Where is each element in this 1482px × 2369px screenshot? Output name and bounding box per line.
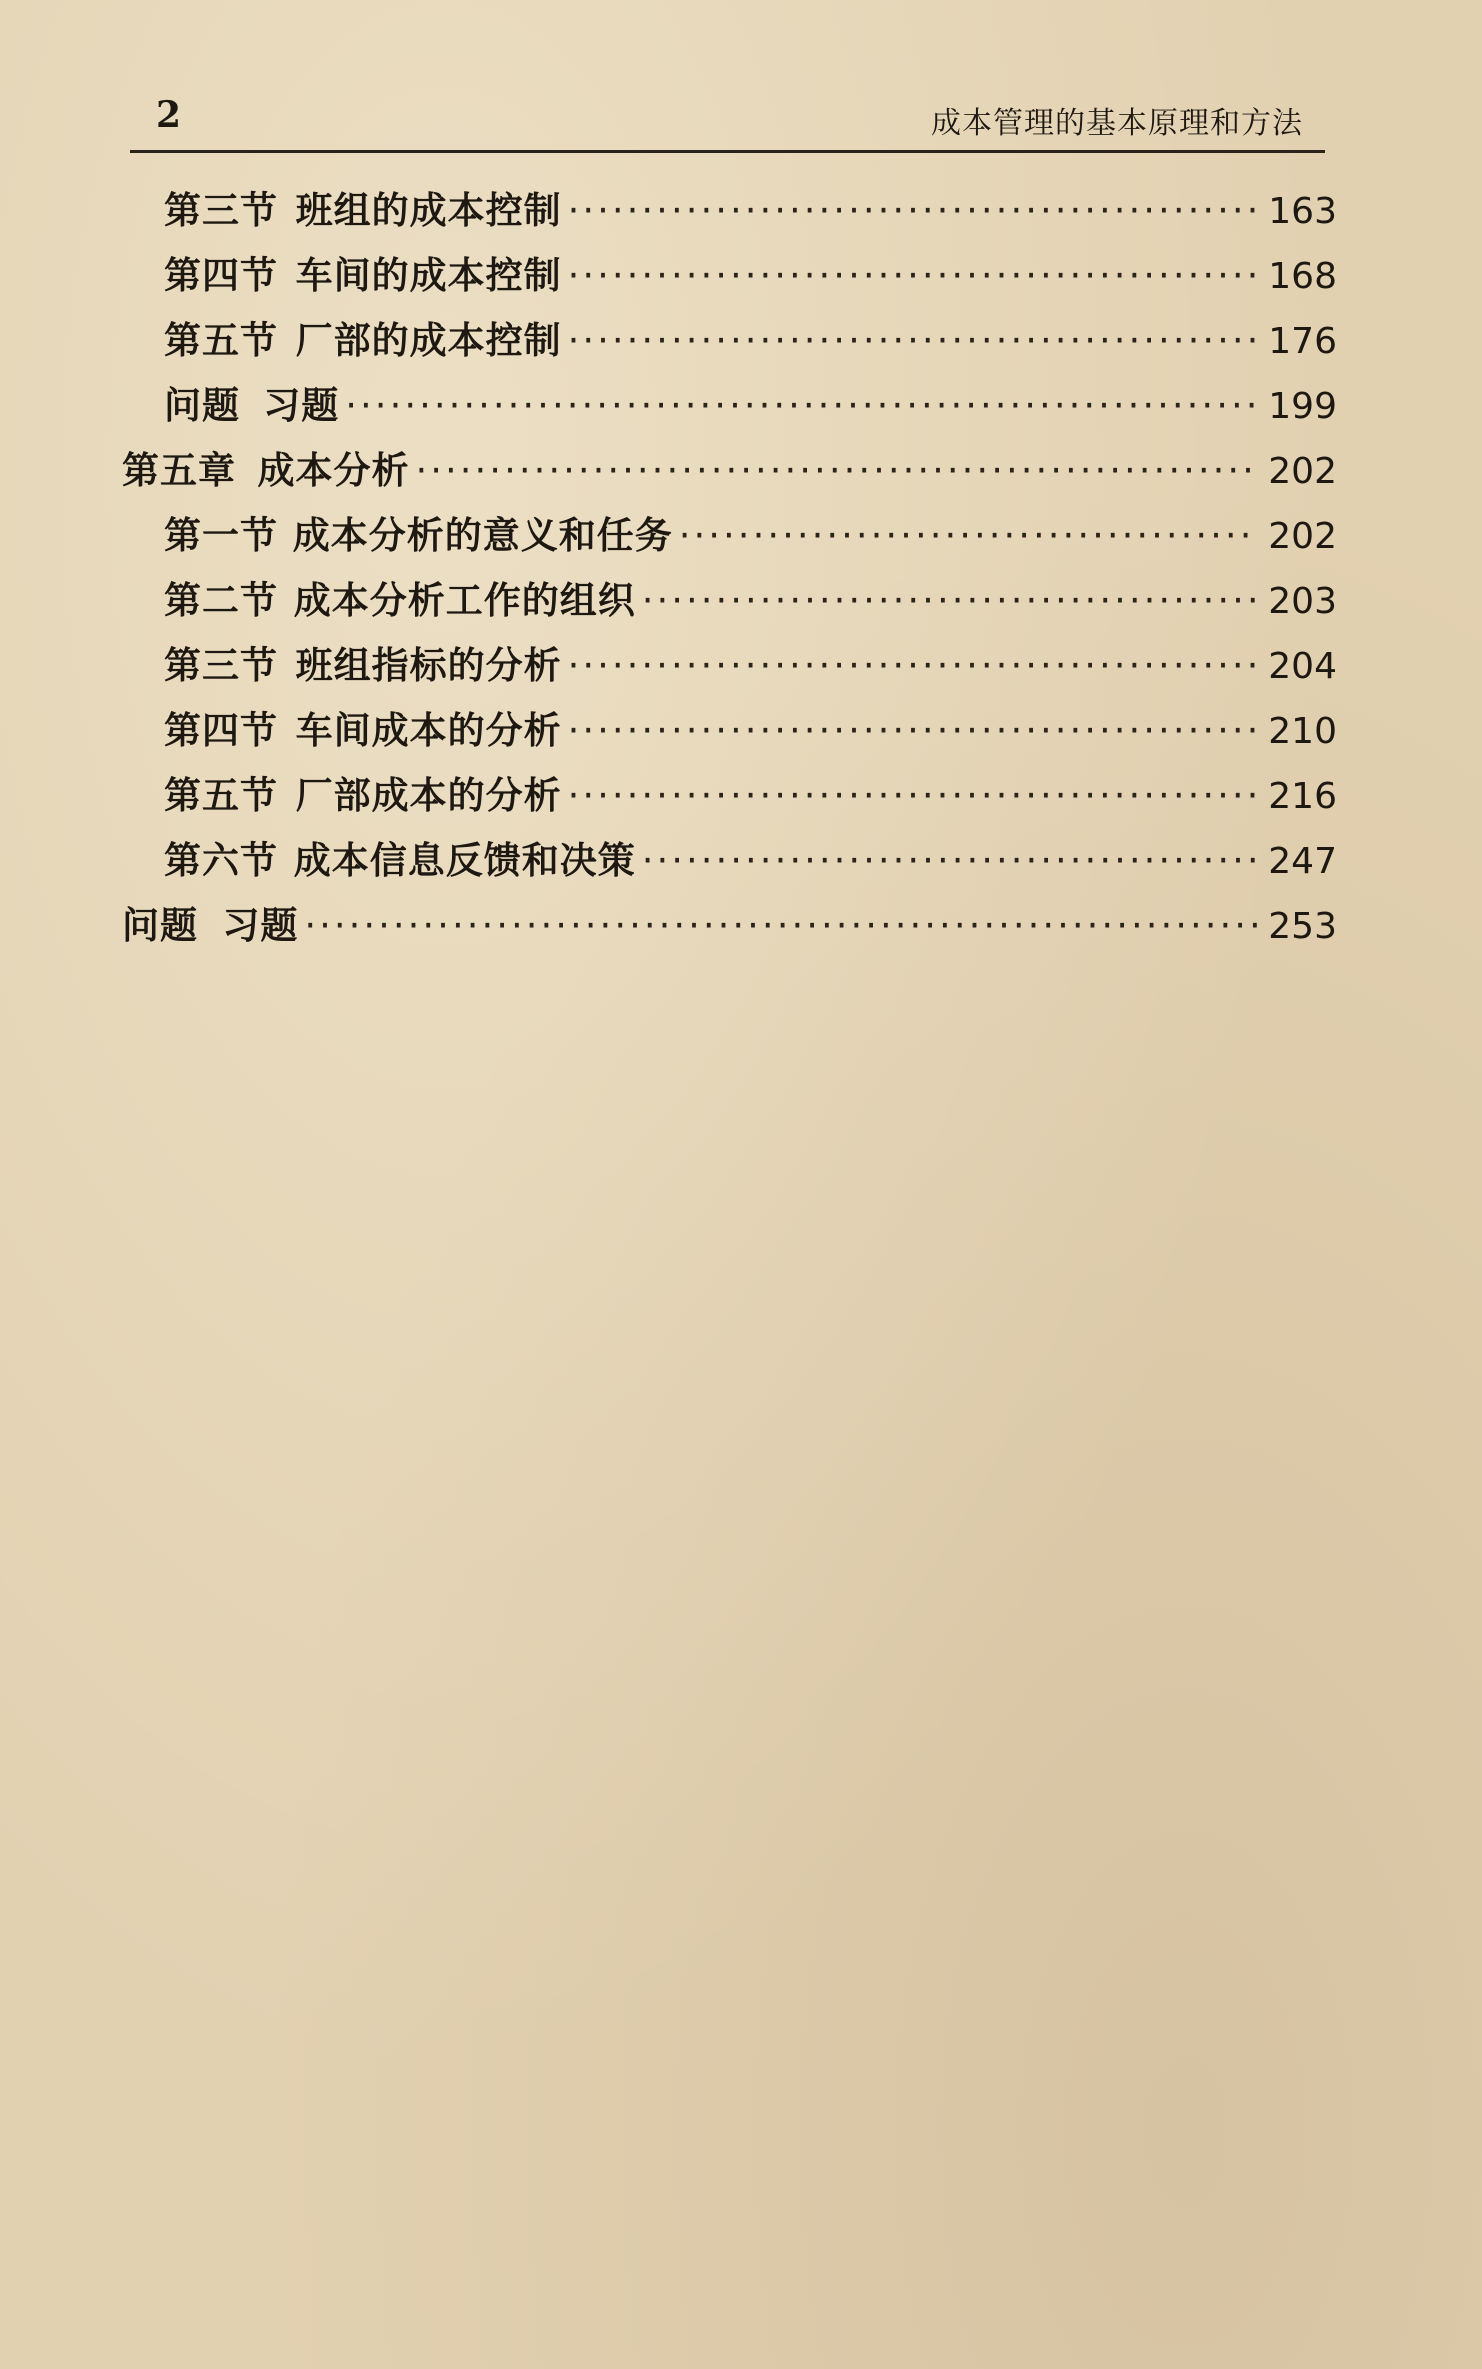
toc-entry (122, 440, 1337, 496)
toc-entry-title: 车间成本的分析 (295, 709, 562, 752)
toc-entry (164, 310, 1337, 366)
page-header (130, 88, 1325, 153)
toc-entry-label: 第二节 (164, 579, 278, 622)
toc-entry (164, 765, 1337, 821)
leader-dots (304, 904, 1257, 947)
toc-entry-page: 247 (1268, 841, 1337, 882)
toc-entry-label: 第五节 (164, 319, 278, 362)
page-number: 2 (156, 94, 182, 136)
toc-entry (122, 895, 1337, 951)
toc-entry-label: 第四节 (164, 254, 278, 297)
leader-dots (642, 579, 1257, 622)
toc-entry (164, 180, 1337, 236)
toc-entry-title: 厂部的成本控制 (295, 319, 562, 362)
toc-entry (164, 245, 1337, 301)
toc-entry-title: 成本分析工作的组织 (293, 579, 636, 622)
leader-dots (642, 839, 1257, 882)
toc-entry-page: 163 (1268, 191, 1337, 232)
toc-entry-title: 习题 (263, 384, 340, 427)
leader-dots (345, 384, 1257, 427)
leader-dots (568, 774, 1257, 817)
toc-entry (164, 375, 1337, 431)
toc-entry (164, 570, 1337, 626)
toc-entry (164, 635, 1337, 691)
toc-entry-title: 车间的成本控制 (295, 254, 562, 297)
toc-entry-label: 第五章 (122, 449, 236, 492)
toc-entry (164, 700, 1337, 756)
toc-entry-title: 习题 (222, 904, 299, 947)
toc-entry-title: 成本分析 (257, 449, 410, 492)
toc-entry-page: 253 (1268, 906, 1337, 947)
leader-dots (568, 709, 1257, 752)
toc-entry-page: 176 (1268, 321, 1337, 362)
leader-dots (416, 449, 1258, 492)
toc-entry (164, 505, 1337, 561)
toc-entry-page: 216 (1268, 776, 1337, 817)
toc-entry-title: 班组指标的分析 (295, 644, 562, 687)
toc-entry-title: 厂部成本的分析 (295, 774, 562, 817)
toc-entry-page: 203 (1268, 581, 1337, 622)
toc-entry-label: 第五节 (164, 774, 278, 817)
toc-entry-page: 202 (1268, 451, 1337, 492)
toc-entry-page: 168 (1268, 256, 1337, 297)
toc-entry-page: 204 (1268, 646, 1337, 687)
toc-entry-title: 成本信息反馈和决策 (293, 839, 636, 882)
toc-entry-page: 199 (1268, 386, 1337, 427)
leader-dots (568, 189, 1257, 232)
running-title: 成本管理的基本原理和方法 (931, 106, 1303, 141)
toc-entry-title: 成本分析的意义和任务 (292, 514, 673, 557)
toc-entry-label: 第六节 (164, 839, 278, 882)
toc-entry-page: 210 (1268, 711, 1337, 752)
toc-entry-label: 第四节 (164, 709, 278, 752)
leader-dots (568, 319, 1257, 362)
leader-dots (679, 514, 1257, 557)
toc-entry-title: 班组的成本控制 (295, 189, 562, 232)
toc-entry-label: 第一节 (164, 514, 278, 557)
toc-entry-label: 第三节 (164, 189, 278, 232)
toc-entry-page: 202 (1268, 516, 1337, 557)
toc-entry-label: 第三节 (164, 644, 278, 687)
toc-entry (164, 830, 1337, 886)
leader-dots (568, 254, 1257, 297)
leader-dots (568, 644, 1257, 687)
toc-entry-label: 问题 (164, 384, 240, 427)
toc-entry-label: 问题 (122, 904, 198, 947)
